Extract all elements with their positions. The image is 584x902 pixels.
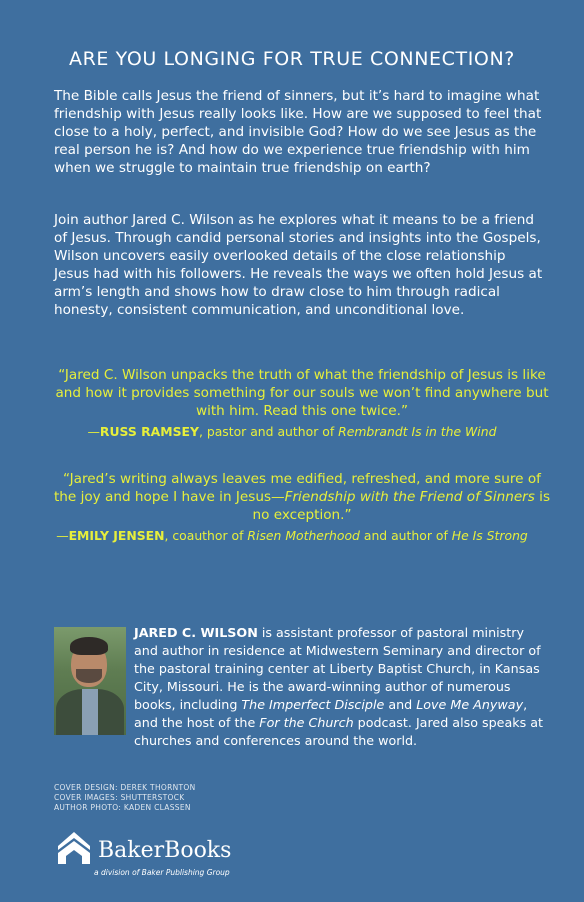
endorsement-quote-2 <box>52 470 552 524</box>
bio-text-2: and <box>384 697 417 712</box>
author-bio <box>134 624 544 750</box>
author-photo-hair <box>70 637 108 655</box>
author-name: JARED C. WILSON <box>134 625 258 640</box>
quote-text-end: is no exception.” <box>252 489 551 523</box>
endorsement-quote-1: “Jared C. Wilson unpacks the truth of what the friendship of Jesus is like and how it provides something for our souls we won’t find anywhere but with him. Read this one twice.” <box>55 367 549 419</box>
description-paragraph-1: The Bible calls Jesus the friend of sinners, but it’s hard to imagine what friendship with Jesus really looks like. How are we supposed to feel that close to a holy, perfect, and invisible God? How do we see Jesus as the real person he is? And how do we experience true friendship with him when we struggle to maintain true friendship on earth? <box>54 88 542 176</box>
endorser-role: , pastor and author of <box>198 424 339 439</box>
cover-credits <box>54 783 196 813</box>
endorser-role-mid: and author of <box>359 528 452 543</box>
baker-books-logo-icon <box>54 826 94 866</box>
publisher-name: BakerBooks <box>98 838 232 863</box>
endorser-role: , coauthor of <box>164 528 248 543</box>
author-photo-shirt <box>82 689 98 735</box>
bio-text-4: podcast. Jared also speaks at churches and conferences around the world. <box>134 715 543 748</box>
credit-author-photo: AUTHOR PHOTO: KADEN CLASSEN <box>54 803 191 812</box>
endorsement-attribution-1 <box>0 424 584 439</box>
endorser-name: RUSS RAMSEY <box>99 424 199 439</box>
publisher-logo <box>54 826 234 878</box>
bio-podcast: For the Church <box>259 715 354 730</box>
credit-cover-images: COVER IMAGES: SHUTTERSTOCK <box>54 793 185 802</box>
author-photo <box>54 627 126 735</box>
endorser-name: EMILY JENSEN <box>68 528 165 543</box>
attr-dash: — <box>87 424 100 439</box>
headline: ARE YOU LONGING FOR TRUE CONNECTION? <box>69 48 515 70</box>
bio-text-1: is assistant professor of pastoral ministry and author in residence at Midwestern Seminary and director of the pastoral training center at Liberty Baptist Church, in Kansas City, Missouri. He is the award-winning author of numerous books, including <box>134 625 541 712</box>
credit-cover-design: COVER DESIGN: DEREK THORNTON <box>54 783 196 792</box>
endorser-book-2: He Is Strong <box>451 528 528 543</box>
bio-book-1: The Imperfect Disciple <box>241 697 385 712</box>
bio-text-3: , and the host of the <box>134 697 528 730</box>
attr-dash: — <box>56 528 69 543</box>
publisher-subtitle: a division of Baker Publishing Group <box>94 868 230 877</box>
endorser-book: Rembrandt Is in the Wind <box>338 424 497 439</box>
endorser-book-1: Risen Motherhood <box>247 528 360 543</box>
quote-book-title: Friendship with the Friend of Sinners <box>284 489 535 505</box>
author-photo-beard <box>76 669 102 683</box>
quote-text: “Jared’s writing always leaves me edified, refreshed, and more sure of the joy and hope I have in Jesus— <box>53 471 541 505</box>
endorsement-attribution-2 <box>0 528 584 543</box>
description-paragraph-2: Join author Jared C. Wilson as he explores what it means to be a friend of Jesus. Through candid personal stories and insights into the Gospels, Wilson uncovers easily overlooked details of the close relationship Jesus had with his followers. He reveals the ways we often hold Jesus at arm’s length and shows how to draw close to him through radical honesty, consistent communication, and unconditional love. <box>54 212 543 318</box>
bio-book-2: Love Me Anyway <box>416 697 524 712</box>
